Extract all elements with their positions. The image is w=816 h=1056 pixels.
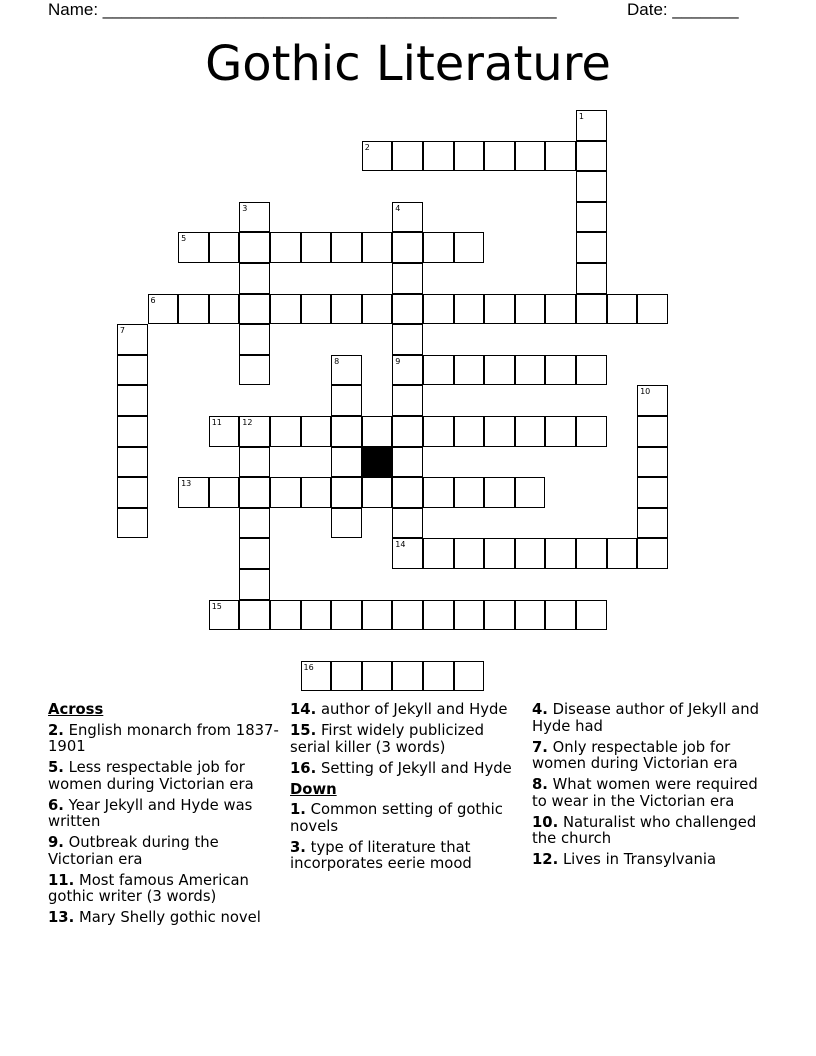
grid-cell[interactable]: [301, 294, 332, 325]
clue-number: 2.: [48, 721, 64, 739]
grid-cell[interactable]: [607, 294, 638, 325]
grid-cell[interactable]: [392, 263, 423, 294]
grid-cell[interactable]: [362, 141, 393, 172]
clue-item: [532, 852, 768, 869]
clue-item: [48, 723, 280, 756]
grid-cell[interactable]: [331, 477, 362, 508]
grid-cell[interactable]: [178, 477, 209, 508]
down-heading: Down: [290, 780, 337, 798]
grid-cell[interactable]: [576, 110, 607, 141]
grid-cell[interactable]: [301, 416, 332, 447]
grid-cell[interactable]: [301, 232, 332, 263]
clue-number: 13.: [48, 909, 75, 926]
grid-cell[interactable]: [117, 477, 148, 508]
grid-cell[interactable]: [117, 324, 148, 355]
grid-cell[interactable]: [239, 508, 270, 539]
across-heading: Across: [48, 701, 104, 718]
clue-item: [48, 760, 280, 793]
grid-cell[interactable]: [637, 477, 668, 508]
grid-cell[interactable]: [392, 355, 423, 386]
grid-cell[interactable]: [392, 202, 423, 233]
grid-cell[interactable]: [545, 141, 576, 172]
grid-cell[interactable]: [331, 416, 362, 447]
grid-cell[interactable]: [392, 508, 423, 539]
grid-cell[interactable]: [576, 355, 607, 386]
clue-number: 9.: [48, 834, 64, 851]
clue-number: 8.: [532, 776, 548, 793]
clue-text: author of Jekyll and Hyde: [320, 701, 508, 718]
cell-number: 3: [242, 203, 248, 213]
grid-cell[interactable]: [362, 232, 393, 263]
cell-number: 7: [119, 326, 125, 336]
grid-cell[interactable]: [515, 294, 546, 325]
grid-cell[interactable]: [423, 294, 454, 325]
grid-cell[interactable]: [117, 508, 148, 539]
cell-number: 8: [334, 356, 340, 366]
clue-text: Most famous American gothic writer (3 words): [48, 871, 249, 905]
name-field-label: Name: ________________________________________________: [48, 0, 557, 19]
grid-cell[interactable]: [423, 232, 454, 263]
grid-cell[interactable]: [423, 355, 454, 386]
grid-cell[interactable]: [576, 141, 607, 172]
clue-text: type of literature that incorporates eerie mood: [290, 838, 472, 872]
grid-cell[interactable]: [239, 202, 270, 233]
date-field-label: Date: _______: [627, 0, 739, 19]
grid-cell[interactable]: [637, 508, 668, 539]
grid-cell[interactable]: [454, 600, 485, 631]
grid-cell[interactable]: [331, 447, 362, 478]
grid-cell[interactable]: [331, 508, 362, 539]
grid-cell[interactable]: [331, 355, 362, 386]
grid-cell[interactable]: [117, 416, 148, 447]
clue-number: 5.: [48, 759, 64, 776]
cell-number: 5: [181, 234, 187, 244]
grid-cell[interactable]: [545, 416, 576, 447]
cell-number: 2: [364, 142, 370, 152]
clue-number: 12.: [532, 851, 559, 868]
grid-cell[interactable]: [209, 477, 240, 508]
grid-cell[interactable]: [301, 600, 332, 631]
grid-cell[interactable]: [209, 294, 240, 325]
grid-cell[interactable]: [270, 232, 301, 263]
grid-cell[interactable]: [362, 294, 393, 325]
grid-cell[interactable]: [270, 294, 301, 325]
grid-cell[interactable]: [576, 171, 607, 202]
clue-text: Year Jekyll and Hyde was written: [48, 796, 253, 830]
grid-cell[interactable]: [239, 232, 270, 263]
grid-cell[interactable]: [515, 141, 546, 172]
clue-text: Only respectable job for women during Victorian era: [532, 738, 738, 772]
grid-cell[interactable]: [454, 294, 485, 325]
clue-item: [532, 777, 768, 810]
grid-cell[interactable]: [392, 294, 423, 325]
clue-number: 14.: [290, 701, 317, 718]
clue-item: [48, 910, 280, 927]
grid-cell[interactable]: [392, 538, 423, 569]
clue-number: 7.: [532, 738, 548, 756]
grid-cell[interactable]: [423, 416, 454, 447]
grid-cell[interactable]: [117, 447, 148, 478]
clue-text: Outbreak during the Victorian era: [48, 834, 219, 868]
grid-cell[interactable]: [576, 600, 607, 631]
grid-cell[interactable]: [331, 600, 362, 631]
clue-text: Disease author of Jekyll and Hyde had: [532, 701, 760, 735]
grid-cell[interactable]: [148, 294, 179, 325]
cell-number: 16: [303, 662, 314, 672]
grid-cell[interactable]: [392, 477, 423, 508]
clue-item: [290, 840, 520, 873]
grid-cell[interactable]: [423, 477, 454, 508]
clue-number: 4.: [532, 701, 548, 718]
grid-cell[interactable]: [392, 385, 423, 416]
grid-cell[interactable]: [239, 538, 270, 569]
grid-cell[interactable]: [454, 416, 485, 447]
grid-cell[interactable]: [392, 416, 423, 447]
grid-cell[interactable]: [607, 538, 638, 569]
grid-cell[interactable]: [545, 294, 576, 325]
cell-number: 13: [181, 479, 192, 489]
grid-cell[interactable]: [454, 232, 485, 263]
cell-number: 11: [211, 417, 222, 427]
cell-number: 10: [640, 387, 651, 397]
grid-cell[interactable]: [576, 202, 607, 233]
clue-text: Setting of Jekyll and Hyde: [320, 759, 512, 777]
clue-item: [290, 802, 520, 835]
grid-cell[interactable]: [239, 416, 270, 447]
grid-cell[interactable]: [331, 232, 362, 263]
grid-cell[interactable]: [362, 661, 393, 692]
grid-cell[interactable]: [392, 141, 423, 172]
grid-cell[interactable]: [423, 600, 454, 631]
grid-cell[interactable]: [117, 355, 148, 386]
grid-cell[interactable]: [576, 538, 607, 569]
grid-cell[interactable]: [392, 324, 423, 355]
grid-cell[interactable]: [545, 538, 576, 569]
grid-cell[interactable]: [270, 477, 301, 508]
grid-cell[interactable]: [239, 355, 270, 386]
grid-cell[interactable]: [454, 141, 485, 172]
grid-cell[interactable]: [362, 416, 393, 447]
grid-cell[interactable]: [484, 600, 515, 631]
cell-number: 1: [578, 111, 584, 121]
clue-text: Less respectable job for women during Victorian era: [48, 759, 254, 793]
clue-item: [290, 702, 520, 719]
clue-text: Naturalist who challenged the church: [532, 813, 757, 847]
cell-number: 6: [150, 295, 156, 305]
grid-cell[interactable]: [423, 141, 454, 172]
grid-cell[interactable]: [178, 232, 209, 263]
grid-cell[interactable]: [423, 661, 454, 692]
clue-number: 3.: [290, 838, 306, 856]
grid-cell[interactable]: [239, 447, 270, 478]
clue-item: [532, 702, 768, 735]
cell-number: 15: [211, 601, 222, 611]
grid-cell[interactable]: [392, 600, 423, 631]
grid-cell[interactable]: [117, 385, 148, 416]
clue-item: [48, 798, 280, 831]
grid-cell[interactable]: [239, 477, 270, 508]
grid-cell[interactable]: [515, 600, 546, 631]
clue-number: 16.: [290, 759, 317, 777]
clue-number: 1.: [290, 801, 306, 818]
grid-cell[interactable]: [576, 263, 607, 294]
grid-cell[interactable]: [209, 600, 240, 631]
grid-cell[interactable]: [515, 355, 546, 386]
grid-cell[interactable]: [362, 600, 393, 631]
cell-number: 9: [395, 356, 401, 366]
grid-cell[interactable]: [454, 355, 485, 386]
grid-cell[interactable]: [239, 294, 270, 325]
grid-cell[interactable]: [484, 477, 515, 508]
clue-item: [290, 723, 520, 756]
clue-text: Mary Shelly gothic novel: [78, 909, 261, 926]
page-title: Gothic Literature: [205, 36, 611, 92]
grid-cell[interactable]: [270, 416, 301, 447]
cell-number: 12: [242, 417, 253, 427]
grid-cell[interactable]: [484, 141, 515, 172]
grid-cell[interactable]: [637, 538, 668, 569]
grid-cell[interactable]: [484, 538, 515, 569]
grid-cell[interactable]: [331, 385, 362, 416]
grid-cell[interactable]: [454, 477, 485, 508]
grid-cell[interactable]: [270, 600, 301, 631]
grid-cell[interactable]: [454, 661, 485, 692]
grid-cell[interactable]: [239, 263, 270, 294]
grid-cell[interactable]: [392, 232, 423, 263]
grid-cell[interactable]: [576, 232, 607, 263]
clue-number: 15.: [290, 722, 317, 739]
grid-cell[interactable]: [331, 294, 362, 325]
grid-cell[interactable]: [239, 600, 270, 631]
grid-cell[interactable]: [637, 385, 668, 416]
grid-cell[interactable]: [515, 538, 546, 569]
grid-cell[interactable]: [637, 416, 668, 447]
clue-item: [48, 835, 280, 868]
grid-cell[interactable]: [209, 416, 240, 447]
grid-cell[interactable]: [301, 661, 332, 692]
clue-text: English monarch from 1837-1901: [48, 721, 279, 755]
grid-cell[interactable]: [637, 294, 668, 325]
grid-cell[interactable]: [576, 294, 607, 325]
clue-text: First widely publicized serial killer (3 words): [290, 722, 484, 756]
grid-cell[interactable]: [484, 294, 515, 325]
grid-cell[interactable]: [423, 538, 454, 569]
grid-cell[interactable]: [545, 600, 576, 631]
grid-cell[interactable]: [209, 232, 240, 263]
grid-cell[interactable]: [637, 447, 668, 478]
clue-item: [290, 761, 520, 778]
clue-number: 11.: [48, 871, 75, 889]
clues-column-1: [48, 702, 280, 931]
grid-cell[interactable]: [484, 355, 515, 386]
grid-cell[interactable]: [178, 294, 209, 325]
grid-cell[interactable]: [392, 661, 423, 692]
cell-number: 14: [395, 540, 406, 550]
grid-cell[interactable]: [239, 569, 270, 600]
clue-text: Lives in Transylvania: [562, 851, 717, 868]
grid-cell[interactable]: [301, 477, 332, 508]
clues-column-2: [290, 702, 520, 877]
cell-number: 4: [395, 203, 401, 213]
grid-cell[interactable]: [545, 355, 576, 386]
grid-cell[interactable]: [392, 447, 423, 478]
black-cell: [362, 447, 393, 478]
grid-cell[interactable]: [362, 477, 393, 508]
clue-item: [532, 740, 768, 773]
grid-cell[interactable]: [454, 538, 485, 569]
clue-number: 10.: [532, 813, 559, 831]
clue-item: [48, 873, 280, 906]
clue-text: What women were required to wear in the Victorian era: [532, 776, 758, 810]
clue-text: Common setting of gothic novels: [290, 801, 503, 835]
grid-cell[interactable]: [331, 661, 362, 692]
grid-cell[interactable]: [239, 324, 270, 355]
clue-item: [532, 815, 768, 848]
grid-cell[interactable]: [515, 416, 546, 447]
grid-cell[interactable]: [576, 416, 607, 447]
clue-number: 6.: [48, 796, 64, 814]
grid-cell[interactable]: [515, 477, 546, 508]
grid-cell[interactable]: [484, 416, 515, 447]
clues-column-3: [532, 702, 768, 873]
